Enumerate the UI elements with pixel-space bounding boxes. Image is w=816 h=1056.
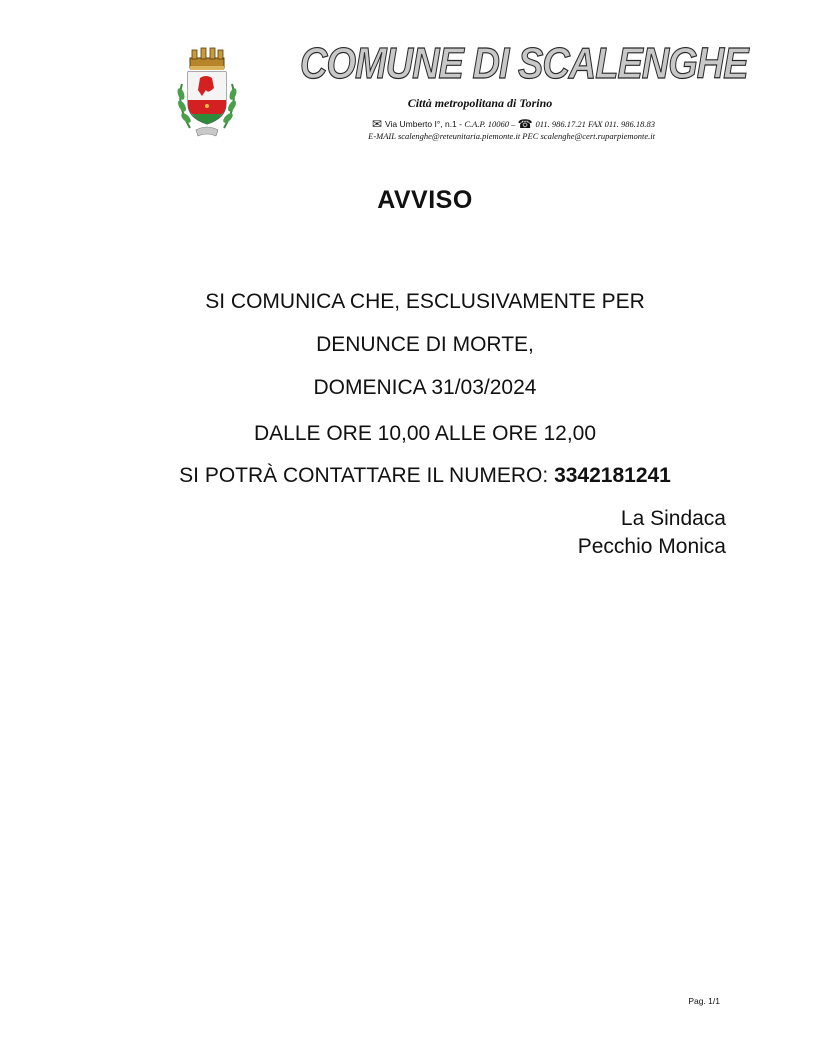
address-line (300, 117, 655, 132)
contact-number: 3342181241 (554, 464, 671, 487)
signature-role: La Sindaca (620, 507, 726, 530)
notice-date-line: DOMENICA 31/03/2024 (313, 376, 537, 399)
signature-name: Pecchio Monica (577, 535, 726, 558)
notice-hours-line: DALLE ORE 10,00 ALLE ORE 12,00 (253, 422, 597, 445)
page-number: Pag. 1/1 (688, 996, 720, 1006)
contact-text: SI POTRÀ CONTATTARE IL NUMERO: (179, 464, 555, 487)
municipality-subtitle: Città metropolitana di Torino (407, 96, 553, 110)
email-pec-line: E-MAIL scalenghe@reteunitaria.piemonte.it PEC scalenghe@cert.ruparpiemonte.it (368, 131, 655, 141)
notice-contact-line (0, 464, 816, 488)
coat-of-arms-icon (172, 44, 242, 142)
phone-fax: 011. 986.17.21 FAX 011. 986.18.83 (535, 119, 655, 129)
notice-title: AVVISO (377, 186, 473, 214)
telephone-icon: ☎ (517, 117, 533, 131)
street-address: Via Umberto I°, n.1 - (385, 119, 465, 129)
notice-line-2: DENUNCE DI MORTE, (316, 333, 534, 356)
notice-line-1: SI COMUNICA CHE, ESCLUSIVAMENTE PER (205, 290, 645, 313)
municipality-title: COMUNE DI SCALENGHE (300, 40, 748, 89)
municipal-crest (172, 44, 242, 142)
envelope-icon: ✉ (371, 117, 383, 131)
postal-code: C.A.P. 10060 – (464, 119, 518, 129)
